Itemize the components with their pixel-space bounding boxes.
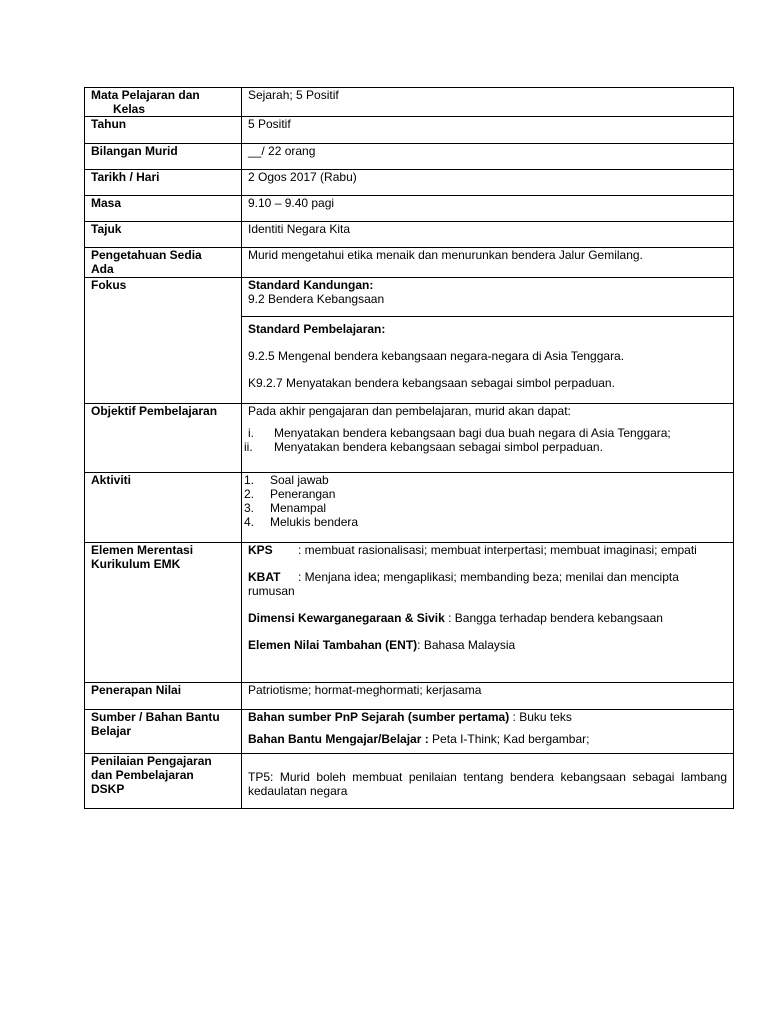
label-students: Bilangan Murid	[85, 144, 242, 170]
row-emk	[85, 543, 734, 683]
kps-entry: KPS : membuat rasionalisasi; membuat interpertasi; membuat imaginasi; empati	[248, 543, 697, 557]
label-resources-line2: Belajar	[91, 724, 132, 738]
label-resources	[85, 710, 242, 754]
activity-list	[244, 473, 727, 529]
value-topic: Identiti Negara Kita	[242, 222, 734, 248]
label-subject-line1: Mata Pelajaran dan	[91, 88, 200, 102]
list-item: i. Menyatakan bendera kebangsaan bagi dua buah negara di Asia Tenggara;	[248, 426, 671, 440]
standard-content-block	[242, 278, 733, 317]
label-values: Penerapan Nilai	[85, 683, 242, 710]
value-students: __/ 22 orang	[242, 144, 734, 170]
label-prior-knowledge	[85, 248, 242, 278]
row-values	[85, 683, 734, 710]
list-item: 1. Soal jawab	[244, 473, 329, 487]
label-year: Tahun	[85, 117, 242, 144]
label-subject	[85, 88, 242, 117]
teaching-aid-entry: Bahan Bantu Mengajar/Belajar : Peta I-Think; Kad bergambar;	[248, 732, 590, 746]
label-emk-line1: Elemen Merentasi	[91, 543, 194, 557]
value-time: 9.10 – 9.40 pagi	[242, 196, 734, 222]
label-assessment-line2: dan Pembelajaran	[91, 768, 194, 782]
label-assessment	[85, 754, 242, 809]
list-item: 3. Menampal	[244, 501, 327, 515]
lesson-plan-table	[84, 87, 734, 809]
label-prior-line2: Ada	[91, 262, 114, 276]
value-emk	[242, 543, 734, 683]
label-objective: Objektif Pembelajaran	[85, 404, 242, 473]
row-subject	[85, 88, 734, 117]
ent-entry: Elemen Nilai Tambahan (ENT): Bahasa Malaysia	[248, 638, 516, 652]
label-topic: Tajuk	[85, 222, 242, 248]
value-objective	[242, 404, 734, 473]
civic-entry: Dimensi Kewarganegaraan & Sivik : Bangga terhadap bendera kebangsaan	[248, 611, 663, 625]
label-assessment-line1: Penilaian Pengajaran	[91, 754, 212, 768]
value-activities	[242, 473, 734, 543]
list-item: ii. Menyatakan bendera kebangsaan sebagai simbol perpaduan.	[244, 440, 603, 454]
label-activities: Aktiviti	[85, 473, 242, 543]
row-resources	[85, 710, 734, 754]
value-values: Patriotisme; hormat-meghormati; kerjasama	[242, 683, 734, 710]
row-activities	[85, 473, 734, 543]
label-assessment-line3: DSKP	[91, 782, 125, 796]
standard-learning-block	[248, 317, 727, 390]
list-item: 2. Penerangan	[244, 487, 336, 501]
standard-content-title: Standard Kandungan:	[248, 278, 374, 292]
standard-learning-title: Standard Pembelajaran:	[248, 322, 386, 336]
row-date	[85, 170, 734, 196]
label-subject-line2: Kelas	[113, 102, 146, 116]
assessment-text: TP5: Murid boleh membuat penilaian tentang bendera kebangsaan sebagai lambang kedaulatan negara	[248, 770, 727, 798]
label-date: Tarikh / Hari	[85, 170, 242, 196]
value-subject: Sejarah; 5 Positif	[242, 88, 734, 117]
row-focus	[85, 278, 734, 404]
kbat-entry: KBAT : Menjana idea; mengaplikasi; membanding beza; menilai dan mencipta rumusan	[248, 570, 679, 598]
label-time: Masa	[85, 196, 242, 222]
label-resources-line1: Sumber / Bahan Bantu	[91, 710, 220, 724]
standard-learning-item: K9.2.7 Menyatakan bendera kebangsaan sebagai simbol perpaduan.	[248, 376, 615, 390]
value-resources	[242, 710, 734, 754]
standard-content-value: 9.2 Bendera Kebangsaan	[248, 292, 385, 306]
label-prior-line1: Pengetahuan Sedia	[91, 248, 202, 262]
objective-list	[244, 426, 727, 454]
row-assessment	[85, 754, 734, 809]
objective-intro: Pada akhir pengajaran dan pembelajaran, murid akan dapat:	[248, 404, 571, 418]
standard-learning-item: 9.2.5 Mengenal bendera kebangsaan negara-negara di Asia Tenggara.	[248, 349, 625, 363]
row-year	[85, 117, 734, 144]
value-focus	[242, 278, 734, 404]
source-entry: Bahan sumber PnP Sejarah (sumber pertama) : Buku teks	[248, 710, 572, 724]
row-objective	[85, 404, 734, 473]
value-prior-knowledge: Murid mengetahui etika menaik dan menurunkan bendera Jalur Gemilang.	[242, 248, 734, 278]
value-year: 5 Positif	[242, 117, 734, 144]
row-time	[85, 196, 734, 222]
row-students	[85, 144, 734, 170]
value-assessment	[242, 754, 734, 809]
label-focus: Fokus	[85, 278, 242, 404]
row-topic	[85, 222, 734, 248]
list-item: 4. Melukis bendera	[244, 515, 359, 529]
label-emk-line2: Kurikulum EMK	[91, 557, 181, 571]
label-emk	[85, 543, 242, 683]
value-date: 2 Ogos 2017 (Rabu)	[242, 170, 734, 196]
row-prior-knowledge	[85, 248, 734, 278]
